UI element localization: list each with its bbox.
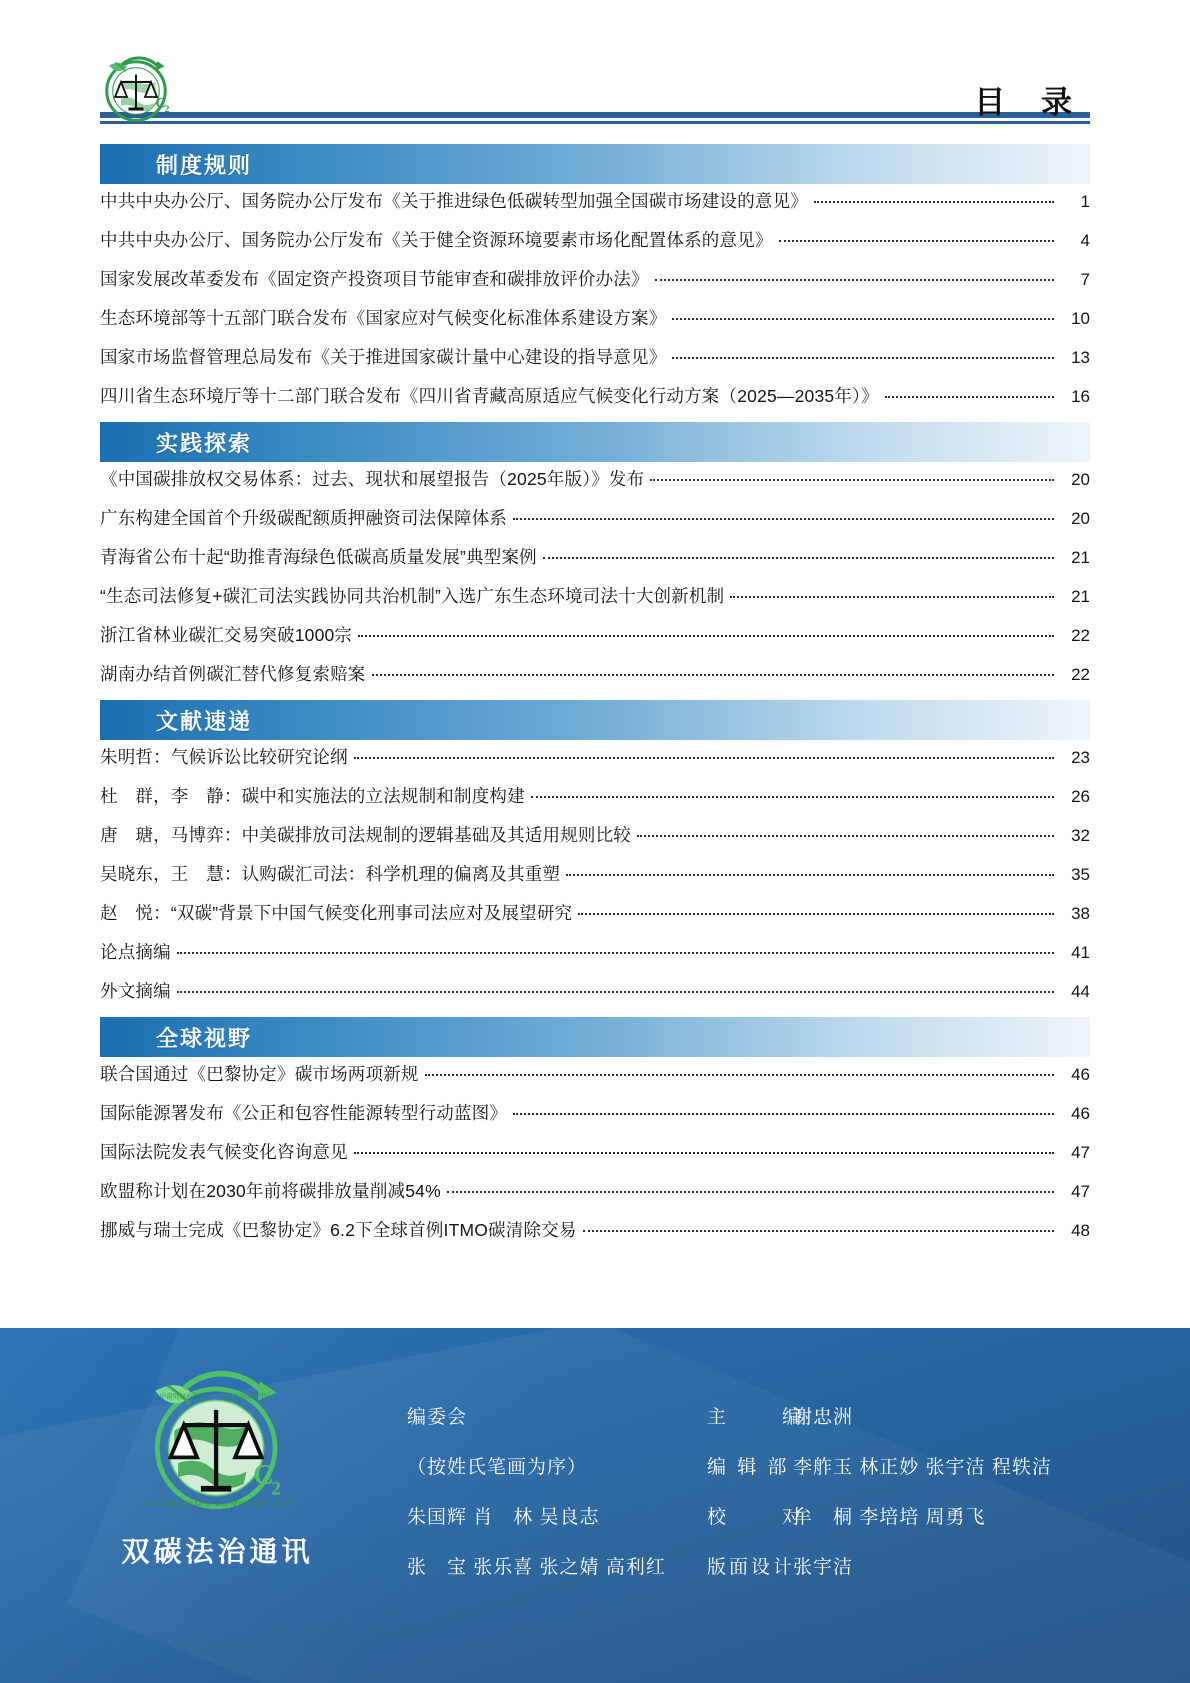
toc-leader-dots bbox=[513, 1112, 1054, 1115]
masthead-row bbox=[707, 1492, 1130, 1542]
masthead-row bbox=[707, 1542, 1130, 1592]
toc-entry-title: 广东构建全国首个升级碳配额质押融资司法保障体系 bbox=[100, 508, 508, 528]
masthead bbox=[325, 1366, 1130, 1592]
footer-logo bbox=[142, 1370, 294, 1522]
toc-entry[interactable] bbox=[100, 1100, 1090, 1139]
toc-entry-page: 7 bbox=[1080, 270, 1090, 289]
svg-text:DUAL CARBON RULE OF LAW RESEAR: DUAL CARBON RULE OF LAW RESEARCH CENTER bbox=[141, 1500, 291, 1508]
toc-leader-dots bbox=[513, 517, 1054, 520]
toc-entry[interactable] bbox=[100, 188, 1090, 227]
section-title: 全球视野 bbox=[156, 1025, 253, 1051]
page-header bbox=[0, 0, 1190, 120]
toc-entry-title: 青海省公布十起“助推青海绿色低碳高质量发展”典型案例 bbox=[100, 547, 537, 567]
toc-entry-page: 16 bbox=[1071, 387, 1090, 406]
footer-brand bbox=[110, 1366, 325, 1570]
scales-earth-leaf-co2-logo-icon bbox=[142, 1370, 294, 1522]
toc-entry-page: 4 bbox=[1080, 231, 1090, 250]
section-title: 实践探索 bbox=[156, 430, 253, 456]
masthead-label: （按姓氏笔画为序） bbox=[407, 1456, 588, 1478]
toc-entry-title: 朱明哲：气候诉讼比较研究论纲 bbox=[100, 747, 348, 767]
toc-entry-page: 21 bbox=[1071, 587, 1090, 606]
masthead-row bbox=[707, 1442, 1130, 1492]
masthead-column-left bbox=[407, 1392, 707, 1592]
toc-entry-title: 中共中央办公厅、国务院办公厅发布《关于推进绿色低碳转型加强全国碳市场建设的意见》 bbox=[100, 191, 808, 211]
masthead-label: 朱国辉 肖 林 吴良志 bbox=[407, 1506, 600, 1528]
masthead-column-right bbox=[707, 1392, 1130, 1592]
toc-entry-title: 国际法院发表气候变化咨询意见 bbox=[100, 1142, 348, 1162]
toc-entry-page: 23 bbox=[1071, 748, 1090, 767]
toc-entry-page: 47 bbox=[1071, 1143, 1090, 1162]
toc-entry-page: 1 bbox=[1080, 192, 1090, 211]
toc-entry[interactable] bbox=[100, 266, 1090, 305]
toc-entry-title: 外文摘编 bbox=[100, 981, 171, 1001]
toc-entry-title: 浙江省林业碳汇交易突破1000宗 bbox=[100, 625, 353, 645]
toc-leader-dots bbox=[543, 556, 1054, 559]
toc-entry-title: “生态司法修复+碳汇司法实践协同共治机制”入选广东生态环境司法十大创新机制 bbox=[100, 586, 725, 606]
toc-entry[interactable] bbox=[100, 661, 1090, 700]
toc-entry-page: 38 bbox=[1071, 904, 1090, 923]
toc-entry-page: 44 bbox=[1071, 982, 1090, 1001]
header-logo bbox=[100, 55, 178, 127]
toc-entry-page: 35 bbox=[1071, 865, 1090, 884]
toc-leader-dots bbox=[779, 239, 1054, 242]
toc-leader-dots bbox=[354, 1151, 1054, 1154]
toc-leader-dots bbox=[650, 478, 1054, 481]
toc-entry-title: 湖南办结首例碳汇替代修复索赔案 bbox=[100, 664, 366, 684]
toc-entry-page: 48 bbox=[1071, 1221, 1090, 1240]
toc-leader-dots bbox=[177, 951, 1054, 954]
toc-leader-dots bbox=[372, 673, 1055, 676]
page-footer bbox=[0, 1328, 1190, 1683]
toc-entry[interactable] bbox=[100, 1061, 1090, 1100]
toc-entry-title: 中共中央办公厅、国务院办公厅发布《关于健全资源环境要素市场化配置体系的意见》 bbox=[100, 230, 773, 250]
page-title: 目 录 bbox=[974, 85, 1086, 120]
toc-entry-title: 唐 瑭，马博弈：中美碳排放司法规制的逻辑基础及其适用规则比较 bbox=[100, 825, 631, 845]
toc-leader-dots bbox=[672, 356, 1054, 359]
masthead-row bbox=[407, 1542, 707, 1592]
toc-entry[interactable] bbox=[100, 744, 1090, 783]
toc-entry-page: 46 bbox=[1071, 1065, 1090, 1084]
toc-leader-dots bbox=[672, 317, 1054, 320]
masthead-value: 牟 桐 李培培 周勇飞 bbox=[793, 1506, 986, 1528]
toc-entry[interactable] bbox=[100, 900, 1090, 939]
footer-brand-name: 双碳法治通讯 bbox=[121, 1537, 314, 1568]
toc-leader-dots bbox=[425, 1073, 1054, 1076]
masthead-label: 张 宝 张乐喜 张之婧 高利红 bbox=[407, 1556, 666, 1578]
toc-leader-dots bbox=[447, 1190, 1054, 1193]
toc-entry-page: 20 bbox=[1071, 470, 1090, 489]
masthead-row bbox=[707, 1392, 1130, 1442]
header-divider bbox=[100, 112, 1090, 124]
toc-entry-title: 四川省生态环境厅等十二部门联合发布《四川省青藏高原适应气候变化行动方案（2025—2035年）》 bbox=[100, 386, 879, 406]
section-header-institutional-rules bbox=[100, 144, 1090, 184]
toc-entry-page: 22 bbox=[1071, 665, 1090, 684]
masthead-label: 主 编 bbox=[707, 1406, 808, 1428]
toc-entry[interactable] bbox=[100, 583, 1090, 622]
toc-entry[interactable] bbox=[100, 1178, 1090, 1217]
toc-leader-dots bbox=[637, 834, 1054, 837]
svg-text:2: 2 bbox=[164, 104, 170, 115]
toc-entry[interactable] bbox=[100, 305, 1090, 344]
toc-entry-title: 生态环境部等十五部门联合发布《国家应对气候变化标准体系建设方案》 bbox=[100, 308, 667, 328]
masthead-label: 校 对 bbox=[707, 1506, 808, 1528]
toc-entry-title: 欧盟称计划在2030年前将碳排放量削减54% bbox=[100, 1181, 441, 1201]
toc-leader-dots bbox=[566, 873, 1054, 876]
toc-entry-title: 《中国碳排放权交易体系：过去、现状和展望报告（2025年版）》发布 bbox=[100, 469, 645, 489]
toc-entry-page: 22 bbox=[1071, 626, 1090, 645]
toc-entry-page: 32 bbox=[1071, 826, 1090, 845]
toc-entry-page: 20 bbox=[1071, 509, 1090, 528]
toc-entry-title: 挪威与瑞士完成《巴黎协定》6.2下全球首例ITMO碳清除交易 bbox=[100, 1220, 577, 1240]
toc-entry-title: 赵 悦：“双碳”背景下中国气候变化刑事司法应对及展望研究 bbox=[100, 903, 573, 923]
toc-entry-page: 10 bbox=[1071, 309, 1090, 328]
toc-leader-dots bbox=[655, 278, 1054, 281]
toc-leader-dots bbox=[814, 200, 1054, 203]
toc-entry[interactable] bbox=[100, 978, 1090, 1017]
toc-entry-title: 论点摘编 bbox=[100, 942, 171, 962]
toc-entry-title: 联合国通过《巴黎协定》碳市场两项新规 bbox=[100, 1064, 419, 1084]
masthead-value: 张宇洁 bbox=[793, 1556, 854, 1578]
toc-entry[interactable] bbox=[100, 505, 1090, 544]
toc-entry-page: 13 bbox=[1071, 348, 1090, 367]
toc-entry-page: 47 bbox=[1071, 1182, 1090, 1201]
svg-text:C: C bbox=[252, 1460, 274, 1491]
toc-entry-title: 国家发展改革委发布《固定资产投资项目节能审查和碳排放评价办法》 bbox=[100, 269, 649, 289]
masthead-label: 编 辑 部 bbox=[707, 1456, 790, 1478]
scales-earth-leaf-co2-logo-icon bbox=[100, 55, 178, 127]
toc-leader-dots bbox=[354, 756, 1054, 759]
toc-entry[interactable] bbox=[100, 861, 1090, 900]
toc-entry[interactable] bbox=[100, 822, 1090, 861]
masthead-row bbox=[407, 1442, 707, 1492]
toc-leader-dots bbox=[358, 634, 1054, 637]
toc-leader-dots bbox=[885, 395, 1054, 398]
toc-entry-title: 国际能源署发布《公正和包容性能源转型行动蓝图》 bbox=[100, 1103, 508, 1123]
svg-text:C: C bbox=[155, 95, 166, 112]
toc-entry-title: 杜 群，李 静：碳中和实施法的立法规制和制度构建 bbox=[100, 786, 525, 806]
table-of-contents bbox=[100, 144, 1090, 1256]
toc-entry-page: 21 bbox=[1071, 548, 1090, 567]
toc-entry[interactable] bbox=[100, 344, 1090, 383]
toc-leader-dots bbox=[578, 912, 1054, 915]
toc-entry-page: 46 bbox=[1071, 1104, 1090, 1123]
masthead-row bbox=[407, 1492, 707, 1542]
svg-text:2: 2 bbox=[270, 1478, 281, 1500]
masthead-label: 编委会 bbox=[407, 1406, 468, 1428]
toc-entry[interactable] bbox=[100, 622, 1090, 661]
svg-text:中南财经政法大学 双碳法治研究中心: 中南财经政法大学 双碳法治研究中心 bbox=[159, 1393, 273, 1401]
toc-leader-dots bbox=[730, 595, 1054, 598]
section-header-literature-express bbox=[100, 700, 1090, 740]
masthead-row bbox=[407, 1392, 707, 1442]
toc-entry-title: 国家市场监督管理总局发布《关于推进国家碳计量中心建设的指导意见》 bbox=[100, 347, 667, 367]
toc-entry-page: 26 bbox=[1071, 787, 1090, 806]
section-header-global-vision bbox=[100, 1017, 1090, 1057]
section-header-practice-exploration bbox=[100, 422, 1090, 462]
toc-entry[interactable] bbox=[100, 466, 1090, 505]
toc-entry-title: 吴晓东，王 慧：认购碳汇司法：科学机理的偏离及其重塑 bbox=[100, 864, 561, 884]
masthead-value: 谢忠洲 bbox=[793, 1406, 854, 1428]
toc-entry[interactable] bbox=[100, 1139, 1090, 1178]
toc-leader-dots bbox=[177, 990, 1054, 993]
toc-entry[interactable] bbox=[100, 783, 1090, 822]
toc-entry[interactable] bbox=[100, 939, 1090, 978]
divider-thin bbox=[100, 121, 1090, 124]
masthead-value: 李舴玉 林正妙 张宇洁 程轶洁 bbox=[793, 1456, 1052, 1478]
toc-leader-dots bbox=[583, 1229, 1054, 1232]
toc-entry[interactable] bbox=[100, 544, 1090, 583]
section-title: 文献速递 bbox=[156, 708, 253, 734]
toc-leader-dots bbox=[531, 795, 1054, 798]
toc-entry[interactable] bbox=[100, 227, 1090, 266]
toc-entry[interactable] bbox=[100, 383, 1090, 422]
toc-entry[interactable] bbox=[100, 1217, 1090, 1256]
toc-entry-page: 41 bbox=[1071, 943, 1090, 962]
section-title: 制度规则 bbox=[156, 152, 253, 178]
masthead-label: 版面设计 bbox=[707, 1556, 796, 1578]
